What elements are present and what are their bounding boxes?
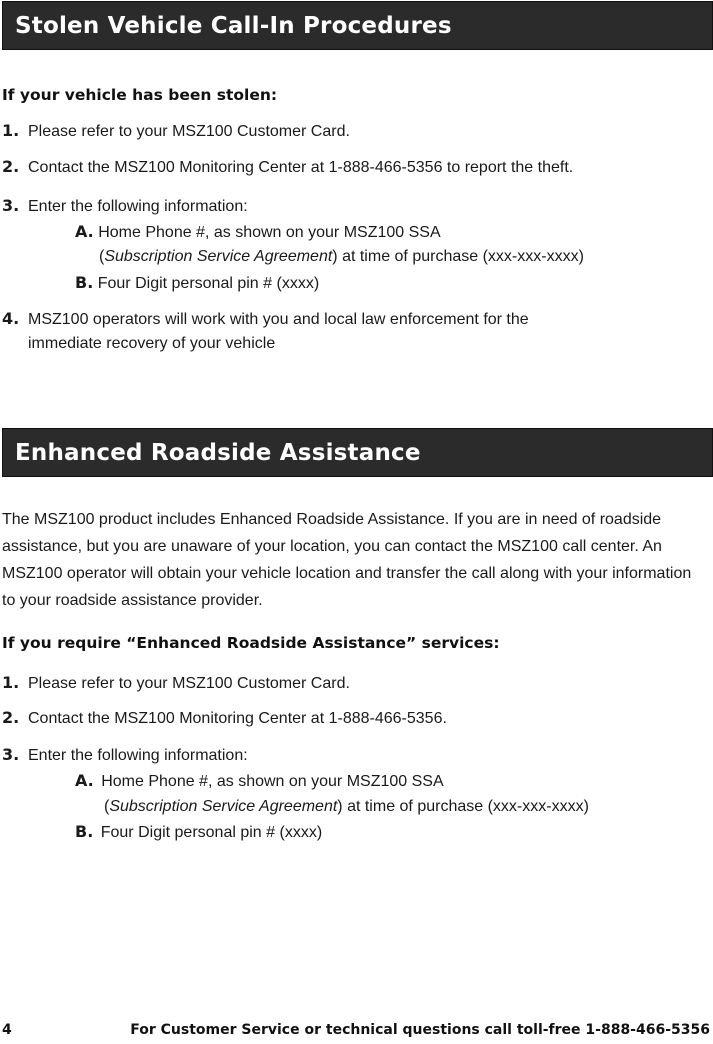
stolen-sub-b [75,273,319,294]
item-number: 3. [2,745,20,764]
roadside-subheading: If you require “Enhanced Roadside Assistance” services: [2,634,500,652]
item-number: 1. [2,121,20,140]
item-text: Please refer to your MSZ100 Customer Card. [28,123,350,140]
roadside-sub-a-cont [104,797,589,817]
sub-text: Home Phone #, as shown on your MSZ100 SSA [101,773,444,790]
customer-service-note: For Customer Service or technical questions call toll-free 1-888-466-5356 [130,1022,710,1038]
ssa-italic: Subscription Service Agreement [109,798,338,815]
sub-text: Four Digit personal pin # (xxxx) [97,275,320,292]
roadside-item-2 [2,708,447,729]
item-text: immediate recovery of your vehicle [28,335,276,352]
item-text: Contact the MSZ100 Monitoring Center at 1-888-466-5356. [28,710,447,727]
item-number: 2. [2,157,20,176]
paren-open: ( [104,798,110,815]
stolen-item-3 [2,196,248,217]
roadside-sub-b [75,822,322,843]
item-text: Contact the MSZ100 Monitoring Center at 1-888-466-5356 to report the theft. [28,159,574,176]
item-text: Enter the following information: [28,747,248,764]
sub-rest: ) at time of purchase (xxx-xxx-xxxx) [332,248,584,265]
stolen-item-4-cont [28,334,275,354]
roadside-paragraph: The MSZ100 product includes Enhanced Roadside Assistance. If you are in need of roadside assistance, but you are unaware of your location, you can contact the MSZ100 call center. An MSZ100 operator will obtain your vehicle location and transfer the call along with your information to your roadside assistance provider. [2,511,692,609]
sub-letter: B. [75,273,94,292]
roadside-banner [2,428,713,477]
sub-letter: A. [75,771,94,790]
roadside-sub-a [75,771,444,792]
sub-rest: ) at time of purchase (xxx-xxx-xxxx) [337,798,589,815]
sub-text: Home Phone #, as shown on your MSZ100 SSA [98,224,441,241]
stolen-sub-a [75,222,441,243]
stolen-sub-a-cont [99,247,584,267]
item-number: 3. [2,196,20,215]
sub-letter: B. [75,822,94,841]
stolen-item-2 [2,157,573,178]
roadside-title: Enhanced Roadside Assistance [15,440,421,466]
item-number: 2. [2,708,20,727]
roadside-item-3 [2,745,248,766]
item-number: 1. [2,673,20,692]
stolen-item-1 [2,121,350,142]
item-text: Please refer to your MSZ100 Customer Card. [28,675,350,692]
paren-open: ( [99,248,105,265]
roadside-item-1 [2,673,350,694]
stolen-item-4 [2,309,529,330]
sub-text: Four Digit personal pin # (xxxx) [100,824,323,841]
item-text: MSZ100 operators will work with you and local law enforcement for the [28,311,529,328]
item-text: Enter the following information: [28,198,248,215]
ssa-italic: Subscription Service Agreement [104,248,333,265]
stolen-subheading: If your vehicle has been stolen: [2,86,278,104]
sub-letter: A. [75,222,94,241]
page-number: 4 [2,1022,12,1038]
stolen-vehicle-banner [2,1,713,50]
stolen-vehicle-title: Stolen Vehicle Call-In Procedures [15,13,452,39]
item-number: 4. [2,309,20,328]
